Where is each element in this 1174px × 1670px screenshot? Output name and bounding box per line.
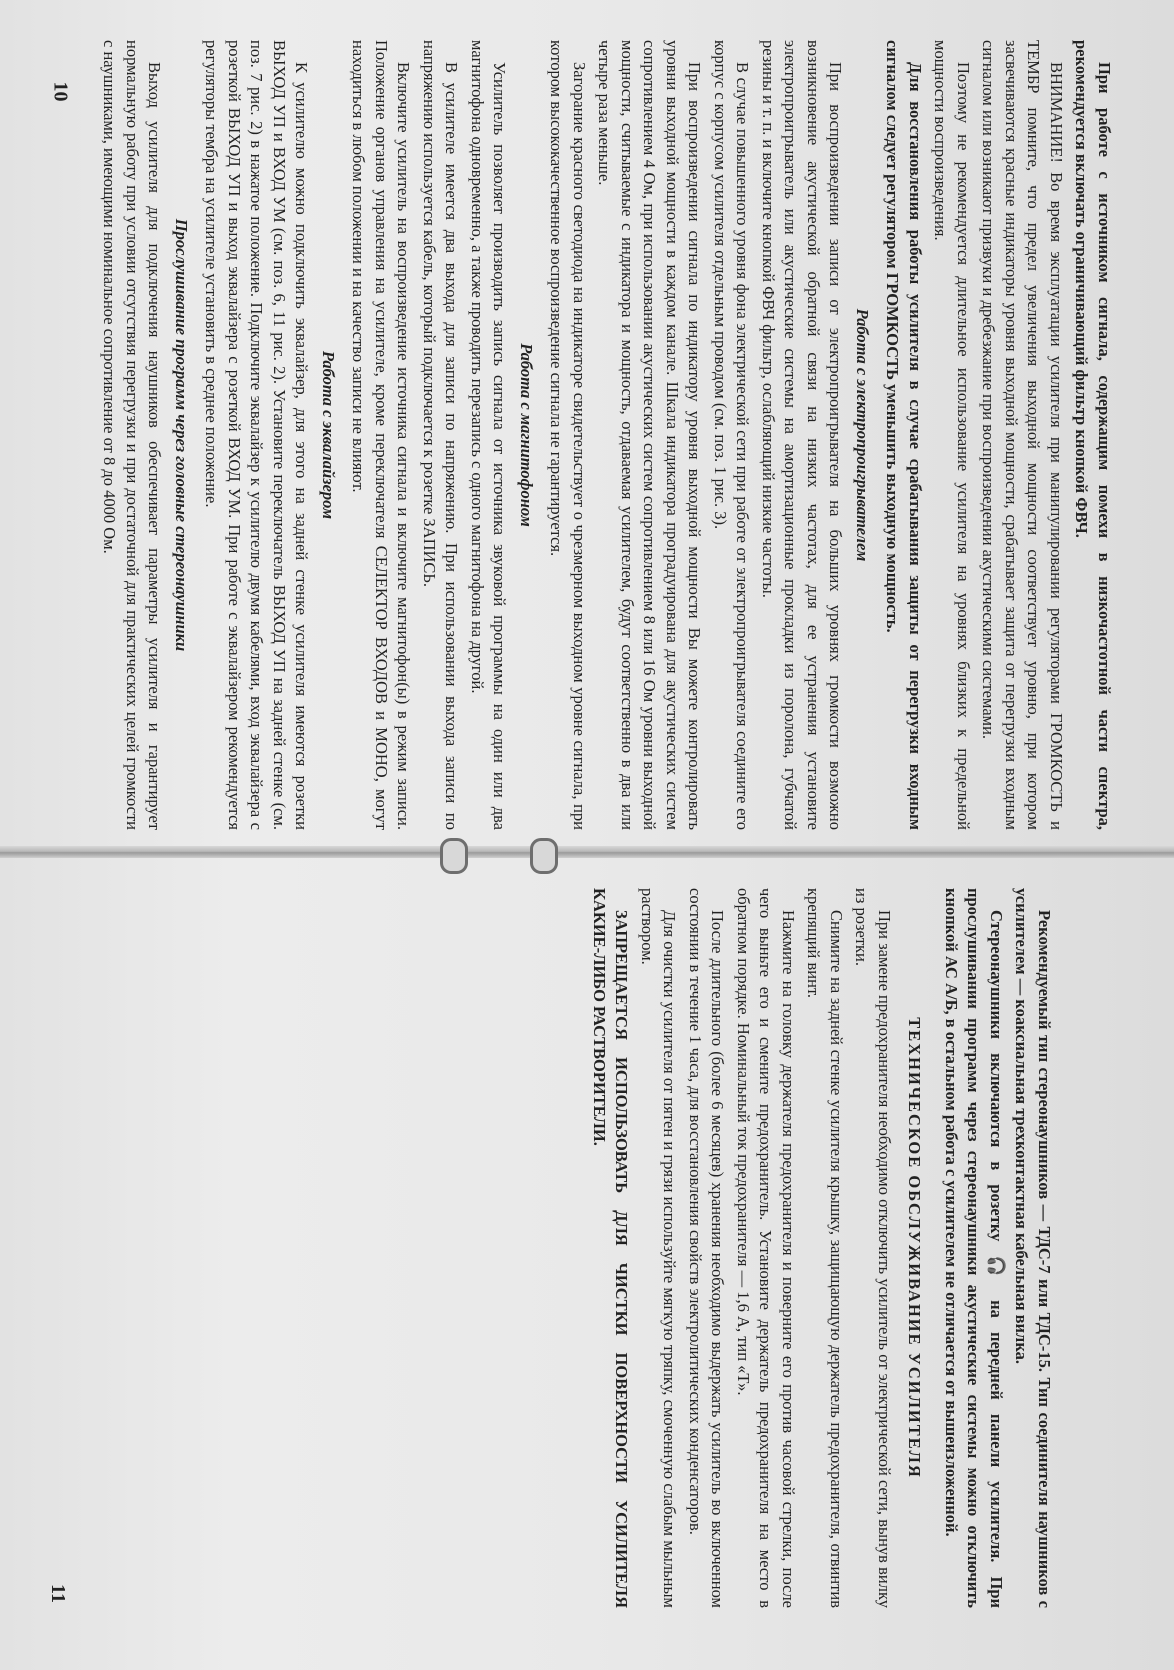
paragraph: При замене предохранителя необходимо отключить усилитель от электрической сети, вынув вилку из розетки. bbox=[852, 888, 894, 1608]
paragraph: При воспроизведении записи от электропроигрывателя на больших уровнях громкости возможно возникновение акустической обратной связи на низких частотах, для ее устранения установите электропроигрыватель или акустические системы на амортизационные прокладки из поролона, губчатой резины и т. п. и включите кнопкой ФВЧ фильтр, ослабляющий низкие частоты. bbox=[759, 40, 846, 830]
paragraph: Для очистки усилителя от пятен и грязи используйте мягкую тряпку, смоченную слабым мыльным раствором. bbox=[638, 888, 680, 1608]
paragraph: В случае повышенного уровня фона электрической сети при работе от электропроигрывателя соедините его корпус с корпусом усилителя отдельным проводом (см. поз. 1 рис. 3). bbox=[711, 40, 753, 830]
section-heading: Работа с эквалайзером bbox=[319, 350, 338, 520]
paragraph: Нажмите на головку держателя предохранителя и поверните его против часовой стрелки, после чего выньте его и смените предохранитель. Установите держатель предохранителя на место в обратном порядке. Номинальный ток предохранителя — 1,6 А, тип «Т». bbox=[734, 888, 798, 1608]
page-11-text-block bbox=[590, 888, 1055, 1608]
paragraph: Загорание красного светодиода на индикаторе свидетельствует о чрезмерном выходном уровне сигнала, при котором высококачественное воспроизведение сигнала не гарантируется. bbox=[547, 40, 589, 830]
paragraph: Снимите на задней стенке усилителя крышку, защищающую держатель предохранителя, отвинтив крепящий винт. bbox=[804, 888, 846, 1608]
paragraph: Стереонаушники включаются в розетку 🎧 на передней панели усилителя. При прослушивании программ через стереонаушники акустические системы можно отключить кнопкой АС А/Б, в остальном работа с усилителем не отличается от вышеизложенной. bbox=[942, 888, 1006, 1608]
booklet-fold bbox=[0, 846, 1174, 858]
page-number: 10 bbox=[49, 81, 72, 102]
paragraph: В усилителе имеется два выхода для записи по напряжению. При использовании выхода записи по напряжению используется кабель, который подключается к розетке ЗАПИСЬ. bbox=[420, 40, 462, 830]
section-heading: Работа с магнитофоном bbox=[517, 343, 536, 527]
page-number: 11 bbox=[46, 1584, 69, 1603]
warning-text: ЗАПРЕЩАЕТСЯ ИСПОЛЬЗОВАТЬ ДЛЯ ЧИСТКИ ПОВЕРХНОСТИ УСИЛИТЕЛЯ КАКИЕ-ЛИБО РАСТВОРИТЕЛИ. bbox=[590, 888, 632, 1608]
paragraph: Выход усилителя для подключения наушников обеспечивает параметры усилителя и гарантирует нормальную работу при условии отсутствия перегрузки и при достаточной для практических целей громкости с наушниками, имеющими номинальное сопротивление от 8 до 4000 Ом. bbox=[100, 40, 165, 830]
paragraph: Поэтому не рекомендуется длительное использование усилителя на уровнях близких к предельной мощности воспроизведения. bbox=[931, 40, 973, 830]
paragraph: К усилителю можно подключить эквалайзер, для этого на задней стенке усилителя имеются розетки ВЫХОД УП и ВХОД УМ (см. поз. 6, 11 рис. 2). Установите переключатель ВЫХОД УП на задней стенке (см. поз. 7 рис. 2) в нажатое положение. Подключите эквалайзер к усилителю двумя кабелями, вход эквалайзера с розеткой ВЫХОД УП и выход эквалайзера с розеткой ВХОД УМ. При работе с эквалайзером рекомендуется регуляторы тембра на усилителе установить в среднее положение. bbox=[202, 40, 312, 830]
paragraph: Усилитель позволяет производить запись сигнала от источника звуковой программы на один или два магнитофона одновременно, а также проводить перезапись с одного магнитофона на другой. bbox=[468, 40, 510, 830]
paragraph: Включите усилитель на воспроизведение источника сигнала и включите магнитофон(ы) в режим записи. Положение органов управления на усилителе, кроме переключателя СЕЛЕКТОР ВХОДОВ и МОНО, могут находиться в любом положении и на качество записи не влияют. bbox=[349, 40, 414, 830]
paragraph: Для восстановления работы усилителя в случае срабатывания защиты от перегрузки входным сигналом следует регулятором ГРОМКОСТЬ уменьшить выходную мощность. bbox=[883, 40, 925, 830]
section-heading: Работа с электропроигрывателем bbox=[853, 308, 872, 562]
paragraph: При работе с источником сигнала, содержащим помехи в низкочастотной части спектра, рекомендуется включать ограничивающий фильтр кнопкой ФВЧ. bbox=[1072, 40, 1114, 830]
page-10-text-block bbox=[65, 40, 1115, 830]
section-heading: ТЕХНИЧЕСКОЕ ОБСЛУЖИВАНИЕ УСИЛИТЕЛЯ bbox=[905, 1017, 925, 1479]
paragraph: После длительного (более 6 месяцев) хранения необходимо выдержать усилитель во включенном состоянии в течение 1 часа, для восстановления свойств электролитических конденсаторов. bbox=[686, 888, 728, 1608]
paragraph: При воспроизведении сигнала по индикатору уровня выходной мощности Вы можете контролировать уровни выходной мощности в каждом канале. Шкала индикатора проградуирована для акустических систем сопротивлением 4 Ом, при использовании акустических систем сопротивлением 8 или 16 Ом уровни выходной мощности, считываемые с индикатора и мощность, отдаваемая усилителем, будут соответственно в два или четыре раза меньше. bbox=[595, 40, 705, 830]
section-heading: Прослушивание программ через головные стереонаушники bbox=[172, 218, 191, 652]
paragraph: ВНИМАНИЕ! Во время эксплуатации усилителя при манипулировании регуляторами ГРОМКОСТЬ и ТЕМБР помните, что предел увеличения выходной мощности соответствует уровню, при котором засвечиваются красные индикаторы уровня выходной мощности, срабатывает защита от перегрузки входным сигналом или возникают призвуки и дребезжание при воспроизведении акустическими системами. bbox=[979, 40, 1066, 830]
paragraph: Рекомендуемый тип стереонаушников — ТДС-7 или ТДС-15. Тип соединителя наушников с усилителем — коаксиальная трехконтактная кабельная вилка. bbox=[1012, 888, 1054, 1608]
